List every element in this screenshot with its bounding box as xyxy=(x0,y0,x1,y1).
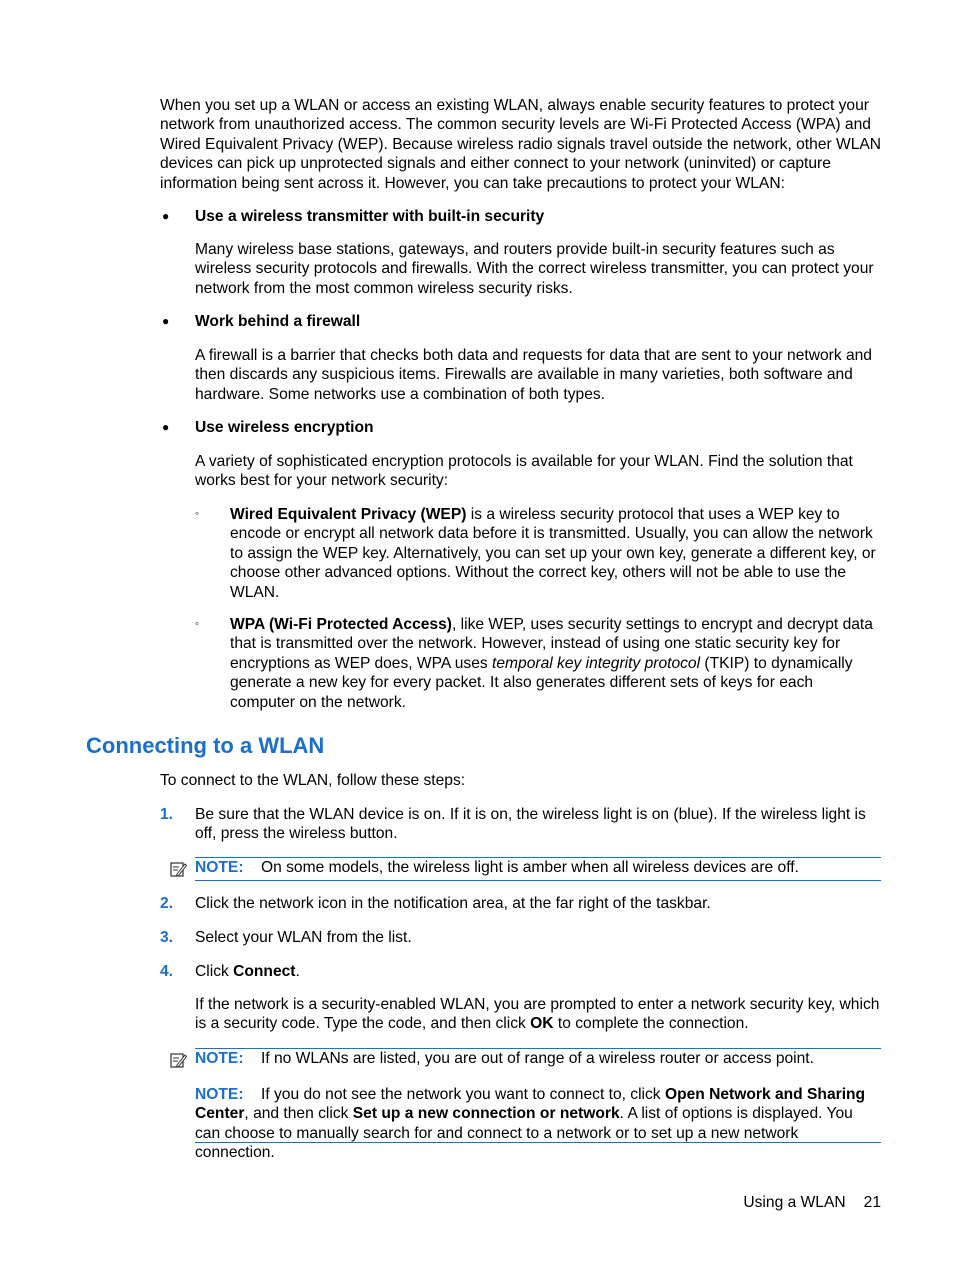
note-3-mid: , and then click xyxy=(244,1105,353,1123)
step-text: Click the network icon in the notification area, at the far right of the taskbar. xyxy=(195,895,711,912)
bullet-title: Use wireless encryption xyxy=(195,419,374,436)
wpa-text-2: (TKIP) to dynamically generate a new key for every packet. It also generates different sets of keys for each computer on the network. xyxy=(230,654,853,711)
wep-text: is a wireless security protocol that uses a WEP key to encode or encrypt all network data before it is transmitted. Usually, you can allow the network to assign the WEP key. Alternatively, you can set up your own key, generate a different key, or choose other advanced options. Without the correct key, others will not be able to use the WLAN. xyxy=(230,506,876,601)
sub-bullet-icon: ◦ xyxy=(195,508,199,520)
note-2 xyxy=(195,1049,882,1068)
bullet-icon: ● xyxy=(162,314,170,328)
bullet-title: Work behind a firewall xyxy=(195,313,361,330)
note-label: NOTE: xyxy=(195,1050,244,1067)
wpa-term: WPA (Wi-Fi Protected Access) xyxy=(230,616,452,633)
note-label: NOTE: xyxy=(195,1086,244,1103)
note-rule-bottom xyxy=(195,1142,881,1143)
step-text xyxy=(195,962,882,981)
note-3 xyxy=(195,1085,882,1163)
note-1 xyxy=(195,858,882,877)
step-4-bold: Connect xyxy=(233,963,296,980)
bullet-body: A firewall is a barrier that checks both data and requests for data that are sent to your network and then discards any suspicious items. Firewalls are available in many varieties, both software and hardware. Some networks use a combination of both types. xyxy=(195,347,872,403)
bullet-icon: ● xyxy=(162,420,170,434)
step-number: 1. xyxy=(160,806,174,823)
note-pencil-icon xyxy=(170,861,187,878)
step-4-post: . xyxy=(295,963,300,980)
steps-intro: To connect to the WLAN, follow these steps: xyxy=(160,772,466,789)
step-number: 4. xyxy=(160,963,174,980)
note-3-bold-2: Set up a new connection or network xyxy=(352,1105,620,1123)
sub-bullet-wep xyxy=(230,505,882,602)
sub-bullet-wpa xyxy=(230,615,882,712)
detail-post: to complete the connection. xyxy=(553,1015,749,1033)
wpa-italic: temporal key integrity protocol xyxy=(492,654,701,672)
step-4-pre: Click xyxy=(195,963,234,980)
bullet-icon: ● xyxy=(162,209,170,223)
note-3-bold-1: Open Network and Sharing Center xyxy=(195,1086,866,1123)
step-text: Select your WLAN from the list. xyxy=(195,929,412,946)
page-footer xyxy=(743,1193,881,1212)
intro-paragraph: When you set up a WLAN or access an existing WLAN, always enable security features to protect your network from unauthorized access. The common security levels are Wi-Fi Protected Access (WPA) and Wired Equivalent Privacy (WEP). Because wireless radio signals travel outside the network, other WLAN devices can pick up unprotected signals and either connect to your network (uninvited) or capture information being sent across it. However, you can take precautions to protect your WLAN: xyxy=(160,97,882,192)
bullet-body: Many wireless base stations, gateways, and routers provide built-in security features such as wireless security protocols and firewalls. With the correct wireless transmitter, you can protect your network from the most common wireless security risks. xyxy=(195,241,874,297)
note-3-pre: If you do not see the network you want to connect to, click xyxy=(261,1086,665,1103)
step-text: Be sure that the WLAN device is on. If it is on, the wireless light is on (blue). If the wireless light is off, press the wireless button. xyxy=(195,806,866,843)
note-rule-bottom xyxy=(195,880,881,881)
section-heading: Connecting to a WLAN xyxy=(86,733,325,758)
page-number: 21 xyxy=(863,1194,881,1211)
detail-bold: OK xyxy=(530,1015,554,1033)
step-number: 2. xyxy=(160,895,174,912)
note-3-post: . A list of options is displayed. You can choose to manually search for and connect to a network or to set up a new network connection. xyxy=(195,1105,853,1162)
step-4-detail xyxy=(195,995,882,1034)
note-label: NOTE: xyxy=(195,859,244,876)
note-pencil-icon xyxy=(170,1052,187,1069)
bullet-body: A variety of sophisticated encryption protocols is available for your WLAN. Find the solution that works best for your network security: xyxy=(195,453,853,490)
bullet-title: Use a wireless transmitter with built-in security xyxy=(195,208,545,225)
wep-term: Wired Equivalent Privacy (WEP) xyxy=(230,506,467,523)
wpa-text-1: , like WEP, uses security settings to encrypt and decrypt data that is transmitted over the network. However, instead of using one static security key for encryptions as WEP does, WPA uses xyxy=(230,616,873,672)
detail-pre: If the network is a security-enabled WLAN, you are prompted to enter a network security key, which is a security code. Type the code, and then click xyxy=(195,996,880,1033)
step-number: 3. xyxy=(160,929,174,946)
footer-section: Using a WLAN xyxy=(743,1194,846,1211)
note-2-text: If no WLANs are listed, you are out of range of a wireless router or access point. xyxy=(261,1050,814,1067)
note-1-text: On some models, the wireless light is amber when all wireless devices are off. xyxy=(261,859,799,876)
sub-bullet-icon: ◦ xyxy=(195,618,199,630)
